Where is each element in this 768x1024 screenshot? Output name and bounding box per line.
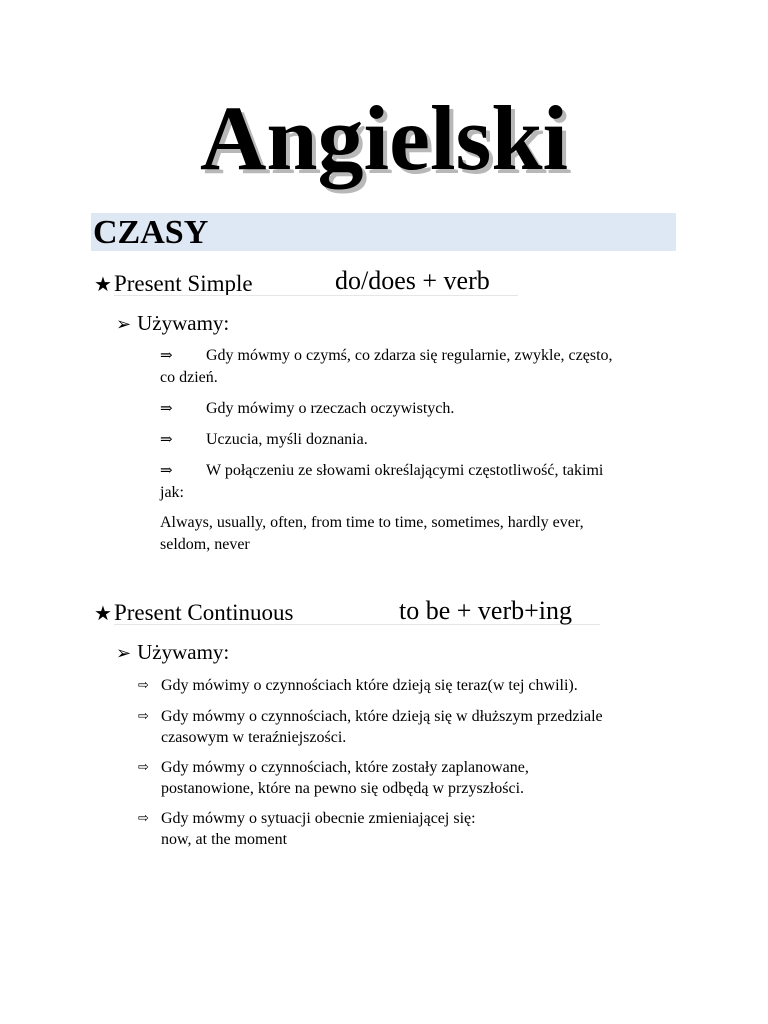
list-item: ⇒ Gdy mówmy o czymś, co zdarza się regularnie, zwykle, często, (160, 345, 613, 367)
arrow-bullet-icon: ➢ (116, 314, 132, 334)
frequency-words: Always, usually, often, from time to time, sometimes, hardly ever, (160, 514, 584, 531)
document-title: Angielski (199, 87, 569, 189)
uses-label: ➢ Używamy: (116, 311, 230, 335)
star-icon: ★ (94, 603, 112, 625)
list-item-continuation: czasowym w teraźniejszości. (161, 729, 347, 746)
uses-label: ➢ Używamy: (116, 640, 230, 664)
outline-arrow-icon: ⇨ (138, 811, 149, 826)
tense-name: Present Simple (113, 271, 253, 296)
tense-formula: do/does + verb (335, 266, 490, 295)
list-item-continuation: postanowione, które na pewno się odbędą w przyszłości. (161, 780, 525, 797)
list-item: ⇨ Gdy mówmy o czynnościach, które dzieją się w dłuższym przedziale (138, 708, 603, 725)
frequency-words-continuation: seldom, never (160, 536, 250, 553)
implies-arrow-icon: ⇒ (160, 432, 173, 448)
list-item-continuation: jak: (160, 484, 184, 501)
implies-arrow-icon: ⇒ (160, 463, 173, 479)
section-title: CZASY (93, 214, 209, 251)
implies-arrow-icon: ⇒ (160, 348, 173, 364)
list-item-continuation: co dzień. (160, 369, 218, 386)
list-item: ⇒ Uczucia, myśli doznania. (160, 429, 368, 451)
outline-arrow-icon: ⇨ (138, 709, 149, 724)
list-item-continuation: now, at the moment (161, 831, 288, 848)
outline-arrow-icon: ⇨ (138, 760, 149, 775)
list-item: ⇒ W połączeniu ze słowami określającymi częstotliwość, takimi (160, 460, 603, 482)
implies-arrow-icon: ⇒ (160, 401, 173, 417)
list-item: ⇨ Gdy mówimy o czynnościach które dzieją się teraz(w tej chwili). (138, 677, 578, 694)
outline-arrow-icon: ⇨ (138, 678, 149, 693)
tense-formula: to be + verb+ing (399, 596, 573, 625)
arrow-bullet-icon: ➢ (116, 643, 132, 663)
list-item: ⇨ Gdy mówmy o sytuacji obecnie zmieniającej się: (138, 810, 476, 827)
list-item: ⇨ Gdy mówmy o czynnościach, które zostały zaplanowane, (138, 759, 529, 776)
tense-name: Present Continuous (113, 600, 294, 625)
list-item: ⇒ Gdy mówimy o rzeczach oczywistych. (160, 398, 454, 420)
star-icon: ★ (94, 274, 112, 296)
